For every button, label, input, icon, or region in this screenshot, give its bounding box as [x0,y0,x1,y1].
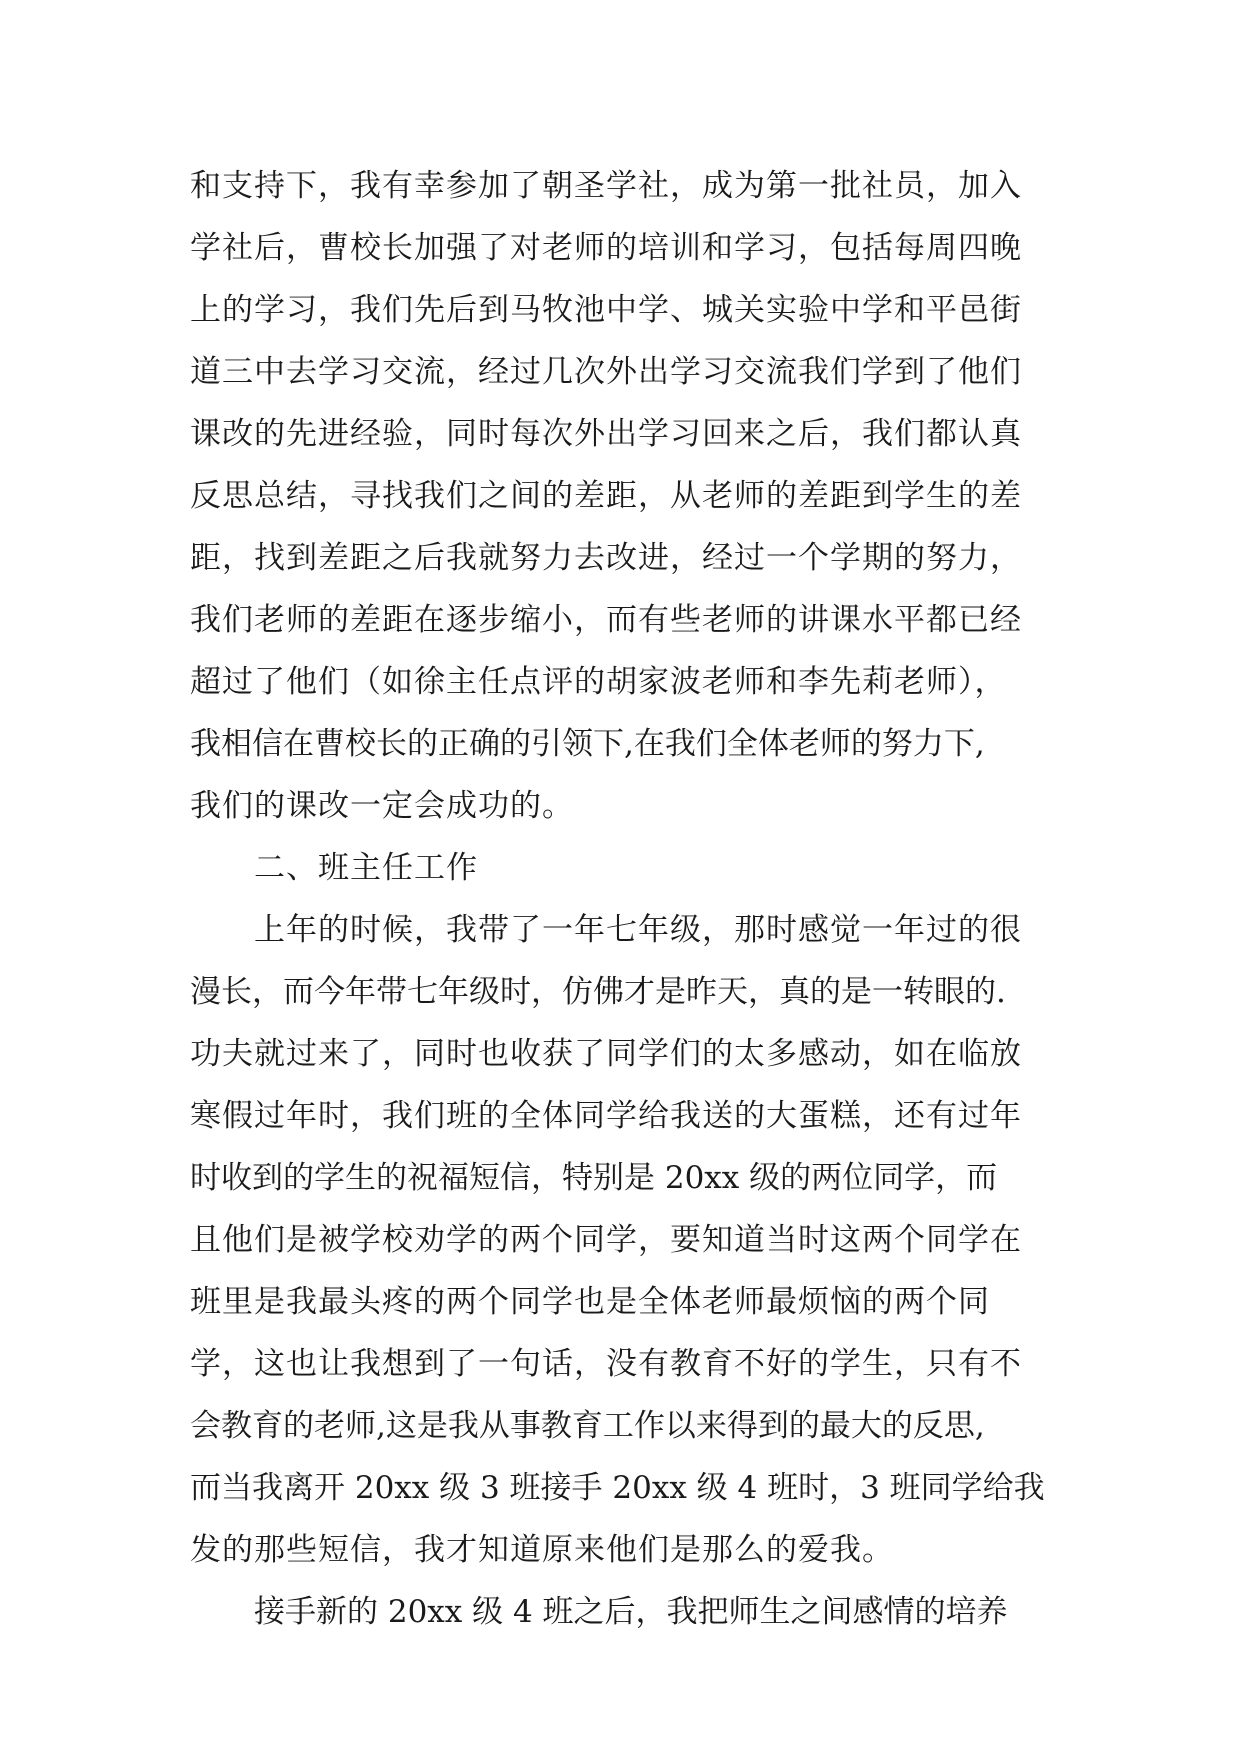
text-line: 学社后，曹校长加强了对老师的培训和学习，包括每周四晚 [190,230,1022,266]
document-body [190,155,1060,1643]
text-line: 班里是我最头疼的两个同学也是全体老师最烦恼的两个同 [190,1284,990,1320]
text-line: 漫长，而今年带七年级时，仿佛才是昨天，真的是一转眼的. [190,974,1006,1010]
text-line: 会教育的老师,这是我从事教育工作以来得到的最大的反思, [190,1408,985,1444]
text-line: 我们老师的差距在逐步缩小，而有些老师的讲课水平都已经 [190,602,1022,638]
text-line: 寒假过年时，我们班的全体同学给我送的大蛋糕，还有过年 [190,1098,1022,1134]
text-line: 道三中去学习交流，经过几次外出学习交流我们学到了他们 [190,354,1022,390]
text-line: 反思总结，寻找我们之间的差距，从老师的差距到学生的差 [190,478,1022,514]
text-line: 我相信在曹校长的正确的引领下,在我们全体老师的努力下, [190,726,985,762]
text-line: 我们的课改一定会成功的。 [190,788,574,824]
text-line: 发的那些短信，我才知道原来他们是那么的爱我。 [190,1532,894,1568]
text-line: 学，这也让我想到了一句话，没有教育不好的学生，只有不 [190,1346,1022,1382]
section-heading: 二、班主任工作 [254,850,478,886]
text-line: 距，找到差距之后我就努力去改进，经过一个学期的努力， [190,540,1022,576]
text-line: 接手新的 20xx 级 4 班之后，我把师生之间感情的培养 [254,1594,1008,1630]
text-line: 超过了他们（如徐主任点评的胡家波老师和李先莉老师）， [190,664,1007,700]
text-line: 课改的先进经验，同时每次外出学习回来之后，我们都认真 [190,416,1022,452]
text-line: 上的学习，我们先后到马牧池中学、城关实验中学和平邑街 [190,292,1022,328]
text-line: 时收到的学生的祝福短信，特别是 20xx 级的两位同学，而 [190,1160,998,1196]
text-line: 且他们是被学校劝学的两个同学，要知道当时这两个同学在 [190,1222,1022,1258]
text-line: 上年的时候，我带了一年七年级，那时感觉一年过的很 [254,912,1022,948]
text-line: 功夫就过来了，同时也收获了同学们的太多感动，如在临放 [190,1036,1022,1072]
text-line: 而当我离开 20xx 级 3 班接手 20xx 级 4 班时，3 班同学给我 [190,1470,1045,1506]
text-line: 和支持下，我有幸参加了朝圣学社，成为第一批社员，加入 [190,168,1022,204]
